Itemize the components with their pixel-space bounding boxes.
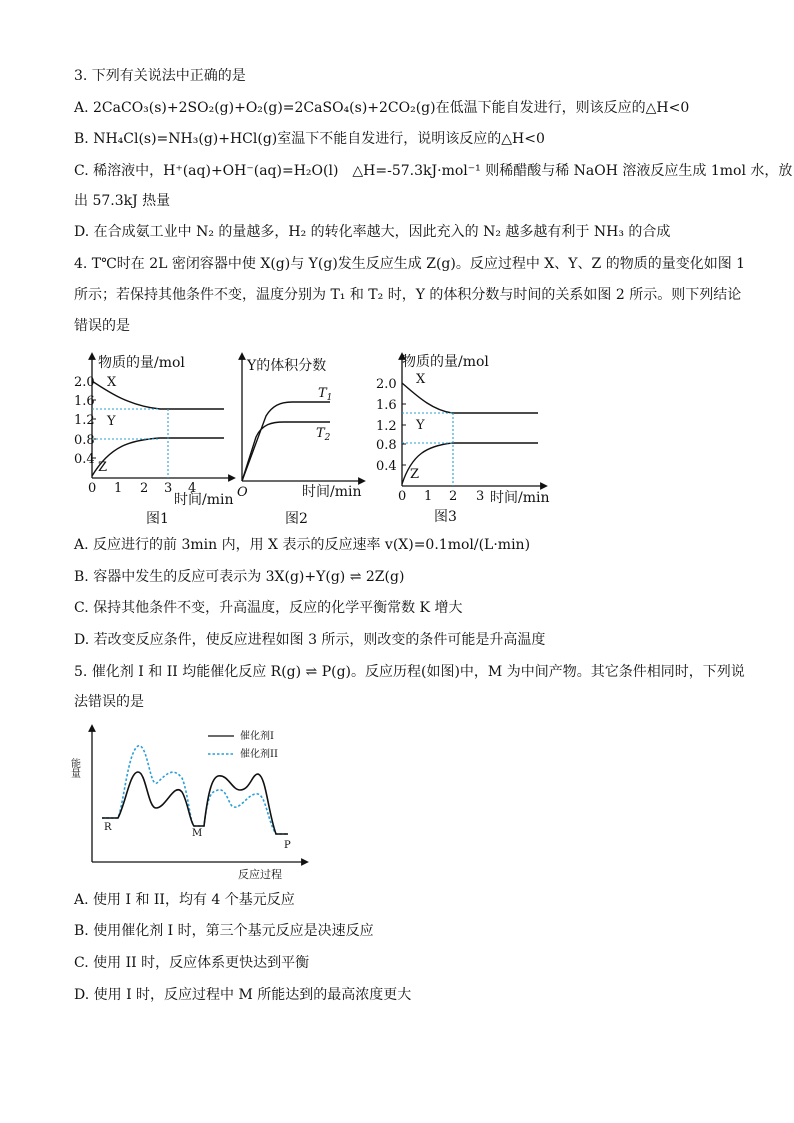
fig3-caption: 图3 <box>434 509 457 525</box>
fig3-ytick: 0.4 <box>376 459 397 474</box>
fig3-xtick: 0 <box>398 489 407 504</box>
q5-option-b: B. 使用催化剂 I 时，第三个基元反应是决速反应 <box>74 923 374 939</box>
fig2-origin-label: O <box>237 485 248 500</box>
fig1-xtick: 3 <box>164 481 173 496</box>
q3-option-c-cont: 出 57.3kJ 热量 <box>74 193 171 209</box>
q5-option-c: C. 使用 II 时，反应体系更快达到平衡 <box>74 955 310 971</box>
fig3-series-label-y: Y <box>416 418 425 433</box>
fig2-caption: 图2 <box>285 511 308 527</box>
fig1-xtick: 1 <box>114 481 123 496</box>
fig1-series-label-z: Z <box>98 460 108 475</box>
q5-option-d: D. 使用 I 时，反应过程中 M 所能达到的最高浓度更大 <box>74 987 412 1003</box>
fig1-xtick: 2 <box>140 481 149 496</box>
figure-2 <box>232 348 367 528</box>
fig3-xtick: 1 <box>424 489 433 504</box>
energy-label-r: R <box>104 822 112 833</box>
energy-y-axis-label: 能量 <box>68 758 80 778</box>
fig1-ytick: 1.2 <box>74 413 95 428</box>
q5-option-a: A. 使用 I 和 II，均有 4 个基元反应 <box>74 892 295 908</box>
q3-stem: 3. 下列有关说法中正确的是 <box>74 68 246 84</box>
fig2-x-axis-label: 时间/min <box>302 484 362 500</box>
fig3-xtick: 2 <box>449 489 458 504</box>
figure-1 <box>70 348 240 528</box>
q4-option-c: C. 保持其他条件不变，升高温度，反应的化学平衡常数 K 增大 <box>74 600 463 616</box>
fig3-series-label-x: X <box>416 372 426 387</box>
fig1-x-axis-label: 时间/min <box>174 492 234 508</box>
q3-option-b: B. NH₄Cl(s)=NH₃(g)+HCl(g)室温下不能自发进行，说明该反应的△H<0 <box>74 131 545 147</box>
figure-3 <box>372 348 552 528</box>
energy-label-m: M <box>192 828 203 839</box>
fig3-y-axis-label: 物质的量/mol <box>402 354 489 370</box>
energy-curve-catalyst-1 <box>102 772 288 834</box>
fig1-caption: 图1 <box>146 511 169 527</box>
fig1-series-label-x: X <box>107 375 117 390</box>
legend-label-catalyst-2: 催化剂II <box>240 749 278 760</box>
fig3-ytick: 0.8 <box>376 438 397 453</box>
q3-option-a: A. 2CaCO₃(s)+2SO₂(g)+O₂(g)=2CaSO₄(s)+2CO₂(g)在低温下能自发进行，则该反应的△H<0 <box>74 100 690 116</box>
q4-option-d: D. 若改变反应条件，使反应进程如图 3 所示，则改变的条件可能是升高温度 <box>74 632 546 648</box>
fig3-xtick: 3 <box>476 489 485 504</box>
fig3-ytick: 2.0 <box>376 377 397 392</box>
fig1-ytick: 1.6 <box>74 394 95 409</box>
fig2-label-t1: $T_1$ <box>318 386 333 403</box>
q5-stem-line2: 法错误的是 <box>74 694 144 710</box>
fig1-ytick: 2.0 <box>74 375 95 390</box>
fig1-series-label-y: Y <box>107 414 116 429</box>
legend-label-catalyst-1: 催化剂I <box>240 731 274 742</box>
energy-x-axis-label: 反应过程 <box>238 868 282 881</box>
q3-option-d: D. 在合成氨工业中 N₂ 的量越多，H₂ 的转化率越大，因此充入的 N₂ 越多越有利于 NH₃ 的合成 <box>74 224 671 240</box>
fig1-xtick: 4 <box>188 481 197 496</box>
fig2-y-axis-label: Y的体积分数 <box>247 358 327 374</box>
fig3-ytick: 1.6 <box>376 398 397 413</box>
q5-stem-line1: 5. 催化剂 I 和 II 均能催化反应 R(g) ⇌ P(g)。反应历程(如图)中，M 为中间产物。其它条件相同时，下列说 <box>74 664 745 680</box>
fig1-ytick: 0.8 <box>74 433 95 448</box>
q4-option-b: B. 容器中发生的反应可表示为 3X(g)+Y(g) ⇌ 2Z(g) <box>74 569 405 585</box>
fig1-xtick: 0 <box>88 481 97 496</box>
q3-option-c: C. 稀溶液中，H⁺(aq)+OH⁻(aq)=H₂O(l) △H=-57.3kJ·mol⁻¹ 则稀醋酸与稀 NaOH 溶液反应生成 1mol 水，放 <box>74 163 793 179</box>
fig3-series-label-z: Z <box>410 467 420 482</box>
fig1-y-axis-label: 物质的量/mol <box>98 355 185 371</box>
q4-stem-line3: 错误的是 <box>74 318 130 334</box>
energy-label-p: P <box>284 840 291 851</box>
fig3-x-axis-label: 时间/min <box>490 490 550 506</box>
fig1-ytick: 0.4 <box>74 452 95 467</box>
energy-profile-figure <box>70 722 310 887</box>
fig2-label-t2: $T_2$ <box>316 426 331 443</box>
q4-option-a: A. 反应进行的前 3min 内，用 X 表示的反应速率 v(X)=0.1mol/(L·min) <box>74 537 531 553</box>
q4-stem-line1: 4. T℃时在 2L 密闭容器中使 X(g)与 Y(g)发生反应生成 Z(g)。反应过程中 X、Y、Z 的物质的量变化如图 1 <box>74 256 746 272</box>
fig3-ytick: 1.2 <box>376 419 397 434</box>
q4-stem-line2: 所示；若保持其他条件不变，温度分别为 T₁ 和 T₂ 时，Y 的体积分数与时间的关系如图 2 所示。则下列结论 <box>74 287 742 303</box>
